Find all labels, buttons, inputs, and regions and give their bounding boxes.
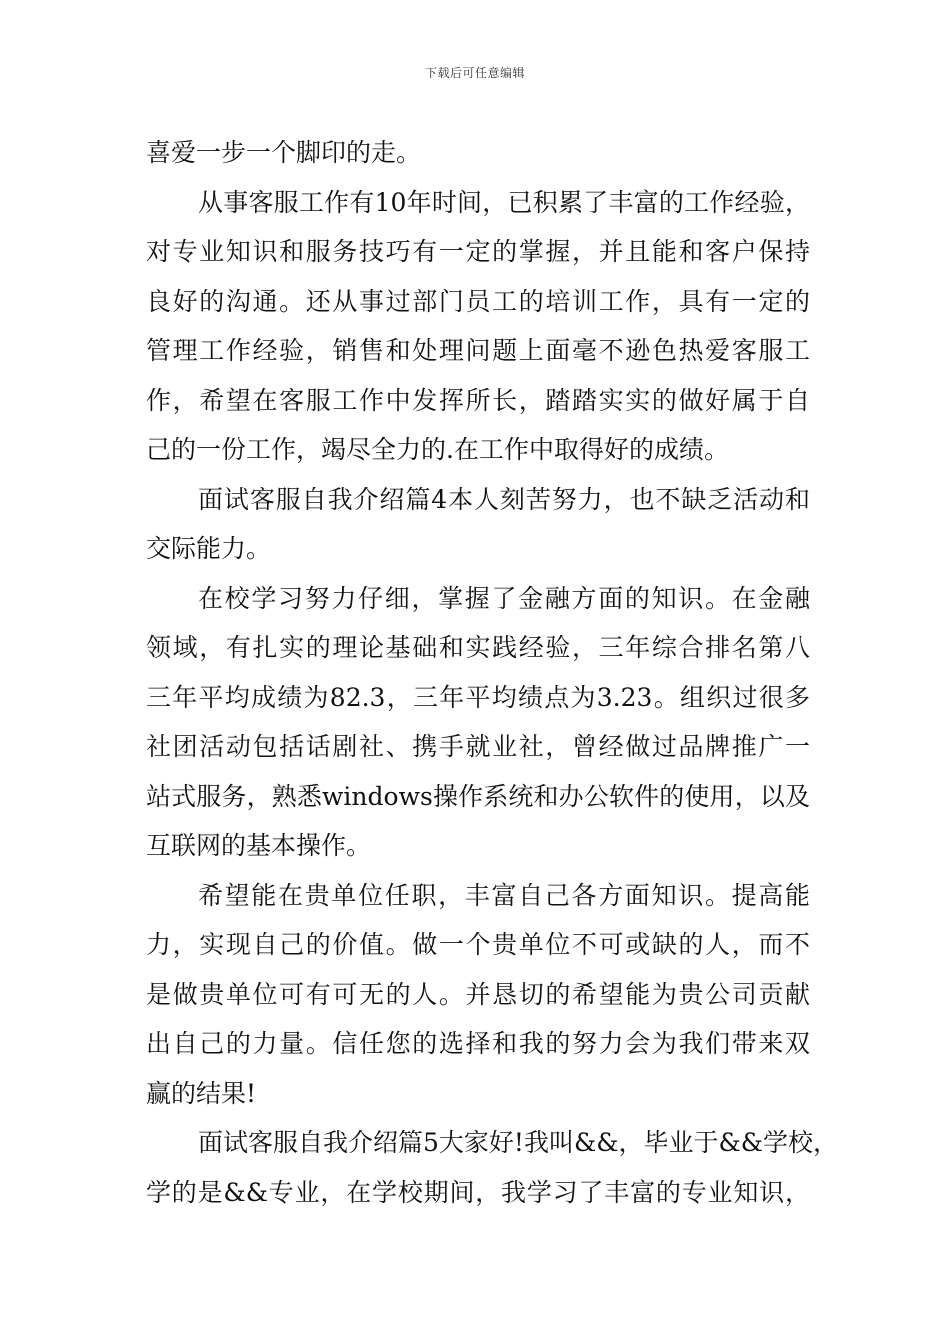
text-line: 赢的结果! [146, 1078, 257, 1108]
text-line: 领域，有扎实的理论基础和实践经验，三年综合排名第八 [146, 633, 810, 662]
text-line: 交际能力。 [146, 534, 272, 563]
text-line: 学的是&&专业，在学校期间，我学习了丰富的专业知识， [146, 1177, 810, 1207]
text-line: 从事客服工作有10年时间，已积累了丰富的工作经验， [198, 187, 810, 217]
text-line: 希望能在贵单位任职，丰富自己各方面知识。提高能 [198, 880, 810, 910]
page-header: 下载后可任意编辑 [424, 66, 525, 80]
text-line: 面试客服自我介绍篇5大家好!我叫&&，毕业于&&学校， [198, 1128, 838, 1157]
text-line: 出自己的力量。信任您的选择和我的努力会为我们带来双 [146, 1029, 810, 1058]
text-line: 良好的沟通。还从事过部门员工的培训工作，具有一定的 [146, 286, 810, 316]
text-line: 喜爱一步一个脚印的走。 [146, 138, 422, 167]
text-line: 互联网的基本操作。 [146, 831, 372, 860]
text-line: 站式服务，熟悉windows操作系统和办公软件的使用，以及 [146, 781, 810, 811]
text-line: 作，希望在客服工作中发挥所长，踏踏实实的做好属于自 [146, 385, 810, 415]
text-line: 是做贵单位可有可无的人。并恳切的希望能为贵公司贡献 [146, 979, 810, 1009]
text-line: 面试客服自我介绍篇4本人刻苦努力，也不缺乏活动和 [198, 484, 810, 514]
text-line: 对专业知识和服务技巧有一定的掌握，并且能和客户保持 [146, 237, 810, 266]
text-line: 己的一份工作，竭尽全力的.在工作中取得好的成绩。 [146, 435, 729, 464]
text-line: 在校学习努力仔细，掌握了金融方面的知识。在金融 [198, 583, 810, 613]
document-body [146, 128, 838, 1217]
text-line: 管理工作经验，销售和处理问题上面毫不逊色热爱客服工 [146, 336, 810, 365]
text-line: 三年平均成绩为82.3，三年平均绩点为3.23。组织过很多 [146, 682, 810, 712]
text-line: 力，实现自己的价值。做一个贵单位不可或缺的人，而不 [146, 930, 810, 959]
text-line: 社团活动包括话剧社、携手就业社，曾经做过品牌推广一 [146, 732, 810, 761]
